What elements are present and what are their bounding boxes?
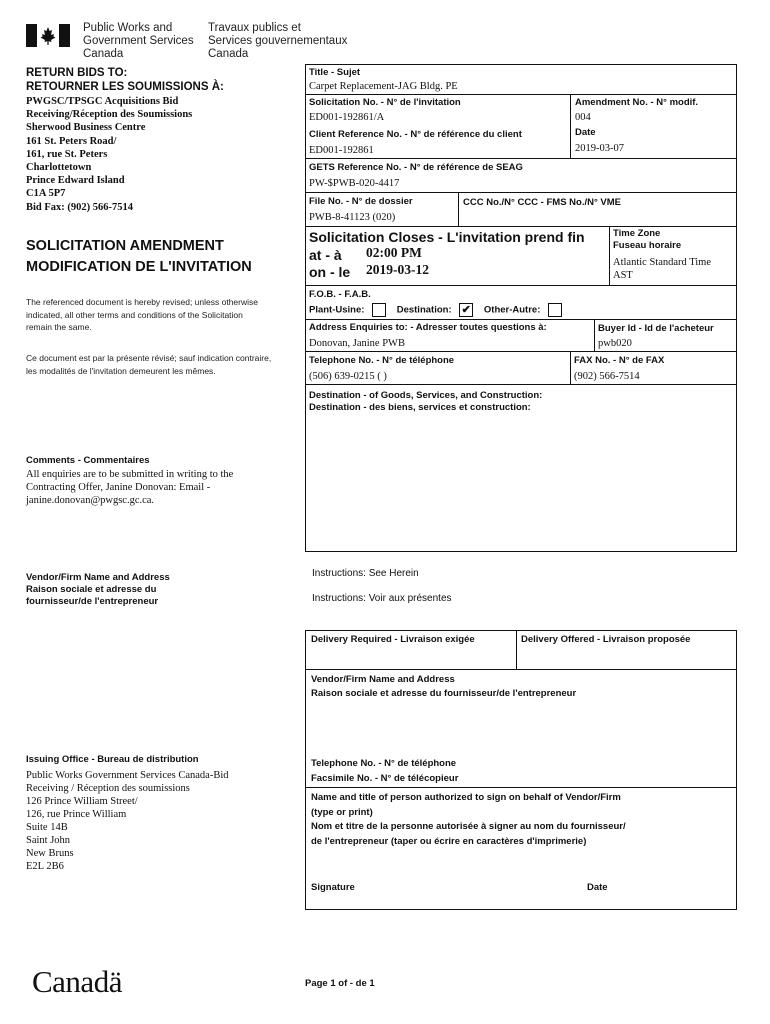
value-line: AST [613,270,633,281]
row-divider [305,384,737,385]
address-line: Bid Fax: (902) 566-7514 [26,201,134,213]
note-line: Ce document est par la présente révisé; sauf indication contraire, [26,353,272,363]
row-divider [305,285,737,286]
heading-line: RETOURNER LES SOUMISSIONS À: [26,81,224,93]
fax-label: FAX No. - N° de FAX [574,355,665,366]
plant-label: Plant-Usine: [309,304,365,316]
buyer-id-value: pwb020 [598,338,632,349]
signature-date-label: Date [587,882,608,893]
label-line: Fuseau horaire [613,240,682,251]
issuing-office-address [26,769,229,873]
vendor-fax-label: Facsimile No. - N° de télécopieur [311,773,459,784]
other-checkbox[interactable] [548,303,562,317]
note-line: remain the same. [26,322,92,332]
row-divider [305,94,737,95]
canada-wordmark: Canadä [32,964,122,999]
gets-reference-value: PW-$PWB-020-4417 [309,178,400,189]
file-no-value: PWB-8-41123 (020) [309,212,396,223]
solicitation-no-label: Solicitation No. - N° de l'invitation [309,97,461,108]
address-line: Receiving/Réception des Soumissions [26,109,193,121]
address-line: 126, rue Prince William [26,809,127,820]
date-label: Date [575,127,596,138]
instructions-en: Instructions: See Herein [312,568,419,579]
address-line: C1A 5P7 [26,188,66,200]
label-line: Vendor/Firm Name and Address [26,572,170,583]
note-line: les modalités de l'invitation demeurent les mêmes. [26,365,216,376]
address-line: New Bruns [26,848,74,859]
vendor-telephone-label: Telephone No. - N° de téléphone [311,758,457,769]
address-line: 126 Prince William Street/ [26,796,138,807]
destination-checkbox[interactable]: ✔ [459,303,473,317]
label-line: Destination - des biens, services et construction: [309,402,531,413]
comment-line: Contracting Offer, Janine Donovan: Email - [26,482,211,493]
dept-en-line: Government Services [83,35,194,47]
instructions-fr: Instructions: Voir aux présentes [312,593,452,604]
dept-fr-line: Services gouvernementaux [208,35,348,47]
amendment-title [26,236,252,278]
amendment-no-label: Amendment No. - N° modif. [575,97,699,108]
address-line: 161, rue St. Peters [26,148,108,160]
enquiries-label: Address Enquiries to: - Adresser toutes questions à: [309,322,547,333]
row-divider [305,226,737,227]
label-line: Name and title of person authorized to sign on behalf of Vendor/Firm [311,792,621,803]
time-zone-value [613,256,711,282]
client-reference-label: Client Reference No. - N° de référence du client [309,129,522,140]
page-number: Page 1 of - de 1 [305,978,375,989]
label-line: Vendor/Firm Name and Address [311,674,455,685]
title-line: SOLICITATION AMENDMENT [26,238,224,254]
vendor-name-address-label [311,673,576,701]
title-line: MODIFICATION DE L'INVITATION [26,259,252,275]
file-no-label: File No. - N° de dossier [309,196,413,207]
department-name-fr [208,22,347,61]
telephone-value: (506) 639-0215 ( ) [309,371,387,382]
note-line: The referenced document is hereby revised; unless otherwise [26,297,258,307]
comment-line: All enquiries are to be submitted in writing to the [26,469,234,480]
address-line: Charlottetown [26,162,92,174]
client-reference-value: ED001-192861 [309,145,374,156]
heading-line: RETURN BIDS TO: [26,67,128,79]
destination-goods-label [309,390,542,414]
buyer-id-label: Buyer Id - Id de l'acheteur [598,323,714,334]
col-divider [594,319,595,351]
address-line: Saint John [26,835,71,846]
destination-label: Destination: [396,304,452,316]
note-line: indicated, all other terms and conditions of the Solicitation [26,309,243,320]
row-divider [305,669,737,670]
gets-reference-label: GETS Reference No. - N° de référence de SEAG [309,162,523,173]
label-line: fournisseur/de l'entrepreneur [26,596,159,607]
signature-label: Signature [311,882,355,893]
closes-at-value: 02:00 PM [366,245,422,260]
return-bids-address [26,95,192,214]
canada-flag-icon [26,24,70,47]
label-line: Time Zone [613,228,661,239]
row-divider [305,158,737,159]
label-line: Raison sociale et adresse du [26,584,157,595]
title-label: Title - Sujet [309,67,361,78]
value-line: Atlantic Standard Time [613,257,711,268]
col-divider [516,630,517,669]
address-line: Receiving / Réception des soumissions [26,783,190,794]
department-name-en [83,22,194,61]
amendment-note-fr [26,352,271,377]
label-line: (type or print) [311,806,373,818]
dept-fr-line: Canada [208,48,249,60]
return-bids-heading [26,66,224,94]
vendor-delivery-box [305,630,737,910]
dept-fr-line: Travaux publics et [208,22,301,34]
time-zone-label [613,228,681,252]
dept-en-line: Canada [83,48,124,60]
address-line: Suite 14B [26,822,68,833]
vendor-firm-label [26,572,170,608]
label-line: Raison sociale et adresse du fournisseur/de l'entrepreneur [311,688,577,699]
col-divider [570,94,571,158]
fob-options [309,303,570,318]
col-divider [458,192,459,226]
row-divider [305,787,737,788]
row-divider [305,192,737,193]
row-divider [305,319,737,320]
enquiries-value: Donovan, Janine PWB [309,338,405,349]
address-line: Sherwood Business Centre [26,122,146,134]
delivery-required-label: Delivery Required - Livraison exigée [311,634,475,645]
closes-on-label: on - le [309,264,351,280]
title-value: Carpet Replacement-JAG Bldg. PE [309,81,458,92]
authorized-person-label [311,791,626,849]
address-line: E2L 2B6 [26,861,64,872]
address-line: 161 St. Peters Road/ [26,135,117,147]
issuing-office-label: Issuing Office - Bureau de distribution [26,754,199,765]
col-divider [609,226,610,285]
ccc-no-label: CCC No./N° CCC - FMS No./N° VME [463,197,622,208]
label-line: Destination - of Goods, Services, and Construction: [309,390,543,401]
fob-label: F.O.B. - F.A.B. [309,289,371,300]
comment-line: janine.donovan@pwgsc.gc.ca. [26,495,155,506]
plant-checkbox[interactable] [372,303,386,317]
dept-en-line: Public Works and [83,22,173,34]
amendment-no-value: 004 [575,112,591,123]
col-divider [570,351,571,384]
comments-label: Comments - Commentaires [26,455,150,466]
comments-text [26,468,233,507]
address-line: PWGSC/TPSGC Acquisitions Bid [26,96,179,107]
fax-value: (902) 566-7514 [574,371,640,382]
telephone-label: Telephone No. - N° de téléphone [309,355,455,366]
closes-heading: Solicitation Closes - L'invitation prend fin [309,229,585,245]
address-line: Public Works Government Services Canada-Bid [26,770,229,781]
other-label: Other-Autre: [483,304,541,316]
closes-at-label: at - à [309,247,342,263]
delivery-offered-label: Delivery Offered - Livraison proposée [521,634,691,645]
amendment-note-en [26,296,258,334]
row-divider [305,351,737,352]
address-line: Prince Edward Island [26,175,125,187]
closes-on-value: 2019-03-12 [366,262,429,277]
solicitation-no-value: ED001-192861/A [309,112,385,123]
label-line: Nom et titre de la personne autorisée à signer au nom du fournisseur/ [311,821,626,832]
label-line: de l'entrepreneur (taper ou écrire en caractères d'imprimerie) [311,835,587,847]
date-value: 2019-03-07 [575,143,624,154]
